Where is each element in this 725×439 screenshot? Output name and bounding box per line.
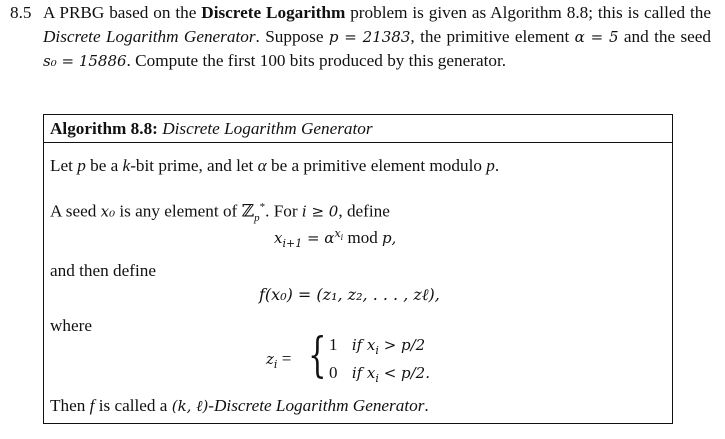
l1-p: p	[77, 156, 86, 175]
algorithm-line-seed	[50, 196, 390, 229]
ex-italic-dlg: Discrete Logarithm Generator	[43, 26, 256, 46]
ex-seg2: problem is given as Algorithm 8.8; this is called the	[345, 3, 711, 22]
ex-alpha-value: α = 5	[574, 27, 619, 46]
l1-p2: p	[486, 156, 495, 175]
fin-f: f	[89, 396, 95, 415]
l2-cond: i ≥ 0	[301, 202, 339, 221]
l2-zp-sub: p	[254, 212, 260, 225]
ex-seg4: , the primitive element	[410, 26, 575, 46]
case-zero	[329, 363, 430, 385]
l1-k: k	[122, 156, 131, 175]
eq1-end: p,	[381, 229, 397, 247]
case2-val: 0	[329, 363, 338, 382]
case1-a: if x	[351, 336, 376, 354]
fin-kl: (k, ℓ)	[171, 397, 209, 415]
ex-seg3: . Suppose	[255, 26, 329, 46]
case1-sub: i	[375, 344, 379, 357]
case1-b: > p/2	[378, 336, 426, 354]
eq1-mod: mod	[343, 228, 382, 247]
algorithm-box	[43, 114, 673, 424]
eq1-sup: x	[334, 227, 341, 240]
l2-b: is any element of	[115, 201, 242, 221]
zi-sub: i	[273, 358, 278, 371]
eq1-x: x	[274, 229, 283, 247]
equation-output	[259, 285, 440, 305]
algorithm-conclusion	[50, 395, 429, 417]
algorithm-line-prime	[50, 155, 499, 177]
eq2-l: ℓ	[421, 285, 429, 304]
eq1-mid: = α	[302, 229, 335, 247]
l1-e: .	[494, 156, 500, 175]
l2-d: , define	[338, 201, 390, 221]
fin-c: -Discrete Logarithm Generator	[208, 396, 425, 415]
fin-a: Then	[50, 396, 90, 415]
algorithm-header	[44, 115, 672, 143]
exercise-number: 8.5	[10, 3, 32, 22]
case2-a: if x	[351, 364, 376, 382]
and-then-define: and then define	[50, 261, 156, 280]
ex-seg1: A PRBG based on the	[43, 3, 202, 22]
exercise-text	[43, 1, 711, 74]
case1-val: 1	[329, 335, 338, 354]
l1-c: -bit prime, and let	[130, 156, 258, 175]
case2-b: < p/2.	[378, 364, 430, 382]
ex-seed-value: s₀ = 15886	[43, 52, 127, 71]
l1-alpha: α	[257, 156, 267, 175]
l1-d: be a primitive element modulo	[266, 156, 487, 175]
l2-x0: x₀	[100, 202, 116, 221]
ex-seg5: and the seed	[618, 26, 711, 46]
l1-b: be a	[85, 156, 123, 175]
ex-bold-dl: Discrete Logarithm	[201, 3, 346, 22]
l2-c: . For	[265, 201, 302, 221]
ex-p-value: p = 21383	[328, 27, 411, 46]
equation-zi-lhs	[266, 349, 291, 371]
l2-zp-sup: *	[259, 201, 266, 213]
fin-d: .	[424, 396, 429, 415]
eq2-main: f(x₀) = (z₁, z₂, . . . , z	[259, 285, 422, 304]
left-brace: {	[308, 327, 327, 383]
algorithm-title: Discrete Logarithm Generator	[162, 119, 373, 138]
equation-recurrence	[274, 227, 396, 250]
algorithm-label: Algorithm 8.8:	[50, 119, 158, 138]
ex-seg6: . Compute the first 100 bits produced by this generator.	[126, 51, 507, 71]
case2-sub: i	[375, 372, 379, 385]
case-one	[329, 335, 425, 357]
fin-b: is called a	[94, 396, 172, 415]
l2-a: A seed	[50, 201, 101, 221]
l1-a: Let	[50, 156, 78, 175]
where-label: where	[50, 316, 92, 335]
eq2-end: ),	[428, 285, 440, 304]
zi-eq: =	[277, 349, 292, 368]
eq1-sub: i+1	[282, 237, 303, 250]
eq1-sup-sub: i	[340, 233, 344, 243]
zi-z: z	[266, 350, 274, 368]
l2-zp: ℤ	[241, 201, 255, 221]
